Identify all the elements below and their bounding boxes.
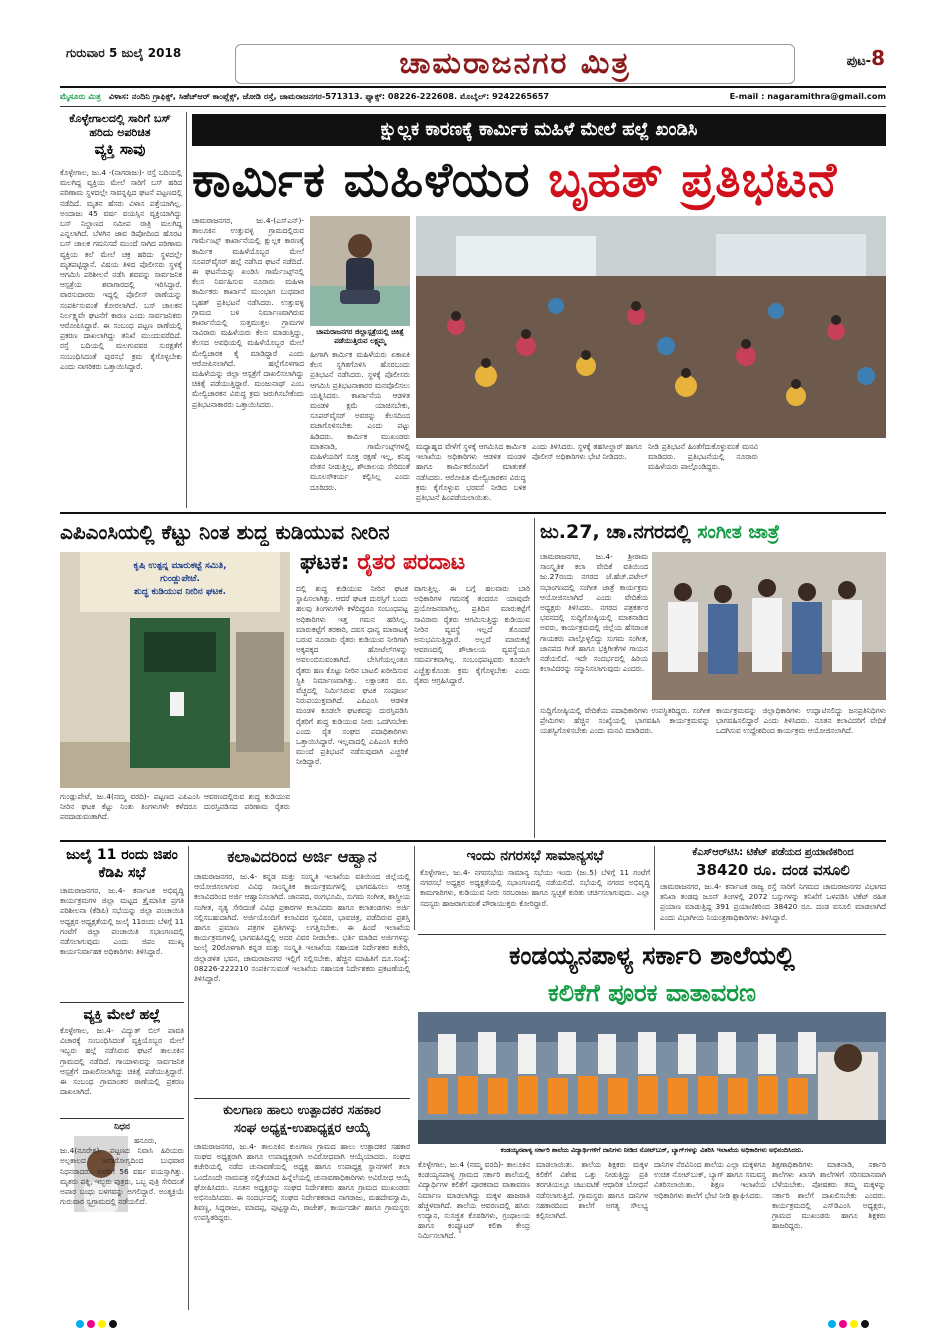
ksrtc-headline-line2: 38420 ರೂ. ದಂಡ ವಸೂಲಿ xyxy=(696,861,850,879)
mid-divider-1 xyxy=(534,518,535,838)
lower-mid-divider xyxy=(414,846,415,930)
milk-body: ಚಾಮರಾಜನಗರ, ಜು.4- ತಾಲೂಕಿನ ಕುಲಗಾಣ ಗ್ರಾಮದ ಹಾಲು ಉತ್ಪಾದಕರ ಸಹಕಾರ ಸಂಘದ ಅಧ್ಯಕ್ಷರಾಗಿ ಹಾಗೂ ಉಪಾಧ್ಯಕ್ಷರಾಗಿ ಅವಿರೋಧವಾಗಿ ಆಯ್ಕೆಯಾದರು. ಸಂಘದ ಕಚೇರಿಯಲ್ಲಿ ನಡೆದ ಚುನಾವಣೆಯಲ್ಲಿ ಅಧ್ಯಕ್ಷ ಹಾಗೂ ಉಪಾಧ್ಯಕ್ಷ ಸ್ಥಾನಗಳಿಗೆ ತಲಾ ಒಂದೊಂದೇ ನಾಮಪತ್ರ ಸಲ್ಲಿಕೆಯಾದ ಹಿನ್ನೆಲೆಯಲ್ಲಿ ಚುನಾವಣಾಧಿಕಾರಿಗಳು ಅವಿರೋಧ ಆಯ್ಕೆ ಘೋಷಿಸಿದರು. ನೂತನ ಅಧ್ಯಕ್ಷರನ್ನು ಸಂಘದ ನಿರ್ದೇಶಕರು ಹಾಗೂ ಗ್ರಾಮದ ಮುಖಂಡರು ಅಭಿನಂದಿಸಿದರು. ಈ ಸಂದರ್ಭದಲ್ಲಿ ಸಂಘದ ನಿರ್ದೇಶಕರಾದ ನಾಗರಾಜು, ಮಹದೇವಸ್ವಾಮಿ, ಶಿವಣ್ಣ, ಸಿದ್ದರಾಜು, ಮಾದಪ್ಪ, ಪುಟ್ಟಸ್ವಾಮಿ, ರಾಜೇಶ್, ಕಾರ್ಯದರ್ಶಿ ಹಾಗೂ ಗ್ರಾಮಸ್ಥರು ಉಪಸ್ಥಿತರಿದ್ದರು. xyxy=(194,1142,410,1223)
lead-story-col3: ಮಧ್ಯಾಹ್ನದ ವೇಳೆಗೆ ಸ್ಥಳಕ್ಕೆ ಆಗಮಿಸಿದ ಕಾರ್ಮಿಕ ಇಲಾಖೆಯ ಅಧಿಕಾರಿಗಳು ಆಡಳಿತ ಮಂಡಳಿ ಹಾಗೂ ಕಾರ್ಮಿಕರೊಂದಿಗೆ ಮಾತುಕತೆ ನಡೆಸಿದರು. ಆರೋಪಿತ ಮೇಲ್ವಿಚಾರಕನ ವಿರುದ್ಧ ಕ್ರಮ ಕೈಗೊಳ್ಳುವ ಭರವಸೆ ನೀಡಿದ ಬಳಿಕ ಪ್ರತಿಭಟನೆ ಹಿಂಪಡೆಯಲಾಯಿತು. xyxy=(416,442,526,503)
music-event-photo xyxy=(652,552,886,700)
zp-meeting-body: ಚಾಮರಾಜನಗರ, ಜು.4- ಕರ್ನಾಟಕ ಅಭಿವೃದ್ಧಿ ಕಾರ್ಯಕ್ರಮಗಳ ಜಿಲ್ಲಾ ಮಟ್ಟದ ತ್ರೈಮಾಸಿಕ ಪ್ರಗತಿ ಪರಿಶೀಲನಾ (ಕೆಡಿಪಿ) ಸಭೆಯನ್ನು ಜಿಲ್ಲಾ ಪಂಚಾಯಿತಿ ಅಧ್ಯಕ್ಷರ ಅಧ್ಯಕ್ಷತೆಯಲ್ಲಿ ಜುಲೈ 11ರಂದು ಬೆಳಿಗ್ಗೆ 11 ಗಂಟೆಗೆ ಜಿಲ್ಲಾ ಪಂಚಾಯಿತಿ ಸಭಾಂಗಣದಲ್ಲಿ ನಡೆಸಲಾಗುವುದು ಎಂದು ಜಿಪಂ ಮುಖ್ಯ ಕಾರ್ಯನಿರ್ವಾಹಕ ಅಧಿಕಾರಿಗಳು ತಿಳಿಸಿದ್ದಾರೆ. xyxy=(60,886,184,957)
section-rule-2 xyxy=(60,840,886,842)
left-headline xyxy=(60,112,180,159)
cyan-dot-icon xyxy=(76,1320,84,1328)
magenta-dot-icon xyxy=(839,1320,847,1328)
water-unit-sign xyxy=(82,560,278,599)
artists-headline: ಕಲಾವಿದರಿಂದ ಅರ್ಜಿ ಆಹ್ವಾನ xyxy=(227,847,377,866)
left-rule-b xyxy=(60,1118,184,1119)
page-label: ಪುಟ- xyxy=(846,54,872,69)
left-rule-a xyxy=(60,1002,184,1003)
milk-headline xyxy=(194,1102,410,1138)
registration-marks-left xyxy=(76,1320,117,1328)
water-body-col2: ವಾಗುತ್ತಿಲ್ಲ. ಈ ಬಗ್ಗೆ ಹಲವಾರು ಬಾರಿ ಅಧಿಕಾರಿಗಳ ಗಮನಕ್ಕೆ ತಂದರೂ ಯಾವುದೇ ಪ್ರಯೋಜನವಾಗಿಲ್ಲ. ಪ್ರತಿದಿನ ಮಾರುಕಟ್ಟೆಗೆ ಸಾವಿರಾರು ರೈತರು ಆಗಮಿಸುತ್ತಿದ್ದು ಕುಡಿಯುವ ನೀರಿನ ವ್ಯವಸ್ಥೆ ಇಲ್ಲದೆ ತೊಂದರೆ ಅನುಭವಿಸುತ್ತಿದ್ದಾರೆ. ಅಲ್ಲದೆ ಮಾರುಕಟ್ಟೆ ಆವರಣದಲ್ಲಿ ಶೌಚಾಲಯ ವ್ಯವಸ್ಥೆಯೂ ಸಮರ್ಪಕವಾಗಿಲ್ಲ. ಸಂಬಂಧಪಟ್ಟವರು ಕೂಡಲೇ ಎಚ್ಚೆತ್ತುಕೊಂಡು ಕ್ರಮ ಕೈಗೊಳ್ಳಬೇಕು ಎಂದು ರೈತರು ಆಗ್ರಹಿಸಿದ್ದಾರೆ. xyxy=(414,584,530,685)
lead-headline-red: ಬೃಹತ್ ಪ್ರತಿಭಟನೆ xyxy=(548,152,838,208)
school-body-col3: ದಾನಿಗಳ ನೆರವಿನಿಂದ ಶಾಲೆಯ ಎಲ್ಲಾ ಮಕ್ಕಳಿಗೂ ಉಚಿತ ನೋಟ್‌ಬುಕ್, ಬ್ಯಾಗ್ ಹಾಗೂ ಸಮವಸ್ತ್ರ ವಿತರಿಸಲಾಯಿತು. ಶಿಕ್ಷಣ ಇಲಾಖೆಯ ಅಧಿಕಾರಿಗಳು ಶಾಲೆಗೆ ಭೇಟಿ ನೀಡಿ ಶ್ಲಾಘಿಸಿದರು. xyxy=(654,1160,766,1200)
water-unit-photo xyxy=(60,552,290,788)
yellow-dot-icon xyxy=(850,1320,858,1328)
infobar-brand: ಮೈಸೂರು ಮಿತ್ರ xyxy=(60,91,101,101)
music-headline-black: ಜು.27, ಚಾ.ನಗರದಲ್ಲಿ xyxy=(540,521,691,543)
left-story-body: ಕೊಳ್ಳೇಗಾಲ, ಜು.4 -(ನಾಗರಾಜು)- ರಸ್ತೆ ಬದಿಯಲ್ಲಿ ಮಲಗಿದ್ದ ವ್ಯಕ್ತಿಯ ಮೇಲೆ ಸಾರಿಗೆ ಬಸ್ ಹರಿದ ಪರಿಣಾಮ ಸ್ಥಳದಲ್ಲೇ ಸಾವನ್ನಪ್ಪಿದ ಘಟನೆ ಪಟ್ಟಣದಲ್ಲಿ ನಡೆದಿದೆ. ಮೃತನ ಹೆಸರು ವಿಳಾಸ ಪತ್ತೆಯಾಗಿಲ್ಲ. ಅಂದಾಜು 45 ವರ್ಷ ವಯಸ್ಸಿನ ವ್ಯಕ್ತಿಯಾಗಿದ್ದು ಬಸ್ ನಿಲ್ದಾಣದ ಸಮೀಪ ರಾತ್ರಿ ಮಲಗಿದ್ದ ಎನ್ನಲಾಗಿದೆ. ಬೆಳಗಿನ ಜಾವ ಡಿಪೋದಿಂದ ಹೊರಟ ಬಸ್ ಚಾಲಕ ಗಮನಿಸದೆ ಮುಂದೆ ಸಾಗಿದ ಪರಿಣಾಮ ವ್ಯಕ್ತಿಯ ತಲೆ ಮೇಲೆ ಚಕ್ರ ಹರಿದು ಸ್ಥಳದಲ್ಲೇ ಮೃತಪಟ್ಟಿದ್ದಾನೆ. ವಿಷಯ ತಿಳಿದ ಪೊಲೀಸರು ಸ್ಥಳಕ್ಕೆ ಆಗಮಿಸಿ ಪರಿಶೀಲನೆ ನಡೆಸಿ ಶವವನ್ನು ಸಾರ್ವಜನಿಕ ಆಸ್ಪತ್ರೆಯ ಶವಾಗಾರದಲ್ಲಿ ಇರಿಸಿದ್ದಾರೆ. ವಾರಸುದಾರರು ಇದ್ದಲ್ಲಿ ಪೊಲೀಸ್ ಠಾಣೆಯನ್ನು ಸಂಪರ್ಕಿಸುವಂತೆ ಕೋರಲಾಗಿದೆ. ಬಸ್ ಚಾಲಕನ ನಿರ್ಲಕ್ಷ್ಯವೇ ಘಟನೆಗೆ ಕಾರಣ ಎಂದು ಸಾರ್ವಜನಿಕರು ಆರೋಪಿಸಿದ್ದಾರೆ. ಈ ಸಂಬಂಧ ಪಟ್ಟಣ ಠಾಣೆಯಲ್ಲಿ ಪ್ರಕರಣ ದಾಖಲಾಗಿದ್ದು ತನಿಖೆ ಮುಂದುವರೆದಿದೆ. ರಸ್ತೆ ಬದಿಯಲ್ಲಿ ಮಲಗುವವರ ಸುರಕ್ಷತೆಗೆ ಸಂಬಂಧಿಸಿದಂತೆ ಪುರಸಭೆ ಕ್ರಮ ಕೈಗೊಳ್ಳಬೇಕು ಎಂದು ನಾಗರಿಕರು ಒತ್ತಾಯಿಸಿದ್ದಾರೆ. xyxy=(60,168,182,371)
water-headline-red: ರೈತರ ಪರದಾಟ xyxy=(357,550,466,575)
music-event-illustration xyxy=(652,552,886,700)
infobar-rule xyxy=(60,106,886,107)
music-body-col2: ಸುದ್ದಿಗೋಷ್ಠಿಯಲ್ಲಿ ವೇದಿಕೆಯ ಪದಾಧಿಕಾರಿಗಳು ಉಪಸ್ಥಿತರಿದ್ದರು. ಸಂಗೀತ ಪ್ರೇಮಿಗಳು ಹೆಚ್ಚಿನ ಸಂಖ್ಯೆಯಲ್ಲಿ ಭಾಗವಹಿಸಿ ಕಾರ್ಯಕ್ರಮವನ್ನು ಯಶಸ್ವಿಗೊಳಿಸಬೇಕು ಎಂದು ಮನವಿ ಮಾಡಿದರು. xyxy=(540,706,710,736)
water-caption: ಗುಂಡ್ಲುಪೇಟೆ, ಜು.4(ನಮ್ಮ ವರದಿ)- ಪಟ್ಟಣದ ಎಪಿಎಂಸಿ ಆವರಣದಲ್ಲಿರುವ ಶುದ್ಧ ಕುಡಿಯುವ ನೀರಿನ ಘಟಕ ಕೆಟ್ಟು ನಿಂತು ತಿಂಗಳುಗಳೇ ಕಳೆದರೂ ದುರಸ್ತಿಪಡಿಸದ ಪರಿಣಾಮ ರೈತರು ಪರದಾಡುವಂತಾಗಿದೆ. xyxy=(60,792,290,822)
left-headline-line1: ಕೊಳ್ಳೇಗಾಲದಲ್ಲಿ ಸಾರಿಗೆ ಬಸ್ ಹರಿದು ಅಪರಿಚಿತ xyxy=(69,112,171,139)
water-body-col1: ದಲ್ಲಿ ಶುದ್ಧ ಕುಡಿಯುವ ನೀರಿನ ಘಟಕ ಸ್ಥಾಪಿಸಲಾಗಿತ್ತು. ಆದರೆ ಘಟಕ ದುರಸ್ತಿಗೆ ಬಂದು ಹಲವು ತಿಂಗಳುಗಳೇ ಕಳೆದಿದ್ದರೂ ಸಂಬಂಧಪಟ್ಟ ಅಧಿಕಾರಿಗಳು ಇತ್ತ ಗಮನ ಹರಿಸಿಲ್ಲ. ಮಾರುಕಟ್ಟೆಗೆ ತರಕಾರಿ, ದವಸ ಧಾನ್ಯ ಮಾರಾಟಕ್ಕೆ ಬರುವ ನೂರಾರು ರೈತರು ಕುಡಿಯುವ ನೀರಿಗಾಗಿ ಅಕ್ಕಪಕ್ಕದ ಹೋಟೆಲ್‌ಗಳನ್ನು ಅವಲಂಬಿಸುವಂತಾಗಿದೆ. ಬೇಸಿಗೆಯಲ್ಲಂತೂ ರೈತರು ಹಣ ಕೊಟ್ಟು ನೀರಿನ ಬಾಟಲಿ ಖರೀದಿಸುವ ಸ್ಥಿತಿ ನಿರ್ಮಾಣವಾಗಿತ್ತು. ಲಕ್ಷಾಂತರ ರೂ. ವೆಚ್ಚದಲ್ಲಿ ನಿರ್ಮಿಸಿರುವ ಘಟಕ ಸಂಪೂರ್ಣ ನಿರುಪಯುಕ್ತವಾಗಿದೆ. ಎಪಿಎಂಸಿ ಆಡಳಿತ ಮಂಡಳಿ ಕೂಡಲೇ ಘಟಕವನ್ನು ದುರಸ್ತಿಪಡಿಸಿ ರೈತರಿಗೆ ಶುದ್ಧ ಕುಡಿಯುವ ನೀರು ಒದಗಿಸಬೇಕು ಎಂದು ರೈತ ಸಂಘದ ಪದಾಧಿಕಾರಿಗಳು ಒತ್ತಾಯಿಸಿದ್ದಾರೆ. ಇಲ್ಲವಾದಲ್ಲಿ ಎಪಿಎಂಸಿ ಕಚೇರಿ ಮುಂದೆ ಪ್ರತಿಭಟನೆ ನಡೆಸುವುದಾಗಿ ಎಚ್ಚರಿಕೆ ನೀಡಿದ್ದಾರೆ. xyxy=(296,584,408,767)
registration-marks-right xyxy=(828,1320,869,1328)
school-body-col2: ಮಾಡಲಾಯಿತು. ಶಾಲೆಯ ಶಿಕ್ಷಕರು ಮಕ್ಕಳ ಕಲಿಕೆಗೆ ವಿಶೇಷ ಒತ್ತು ನೀಡುತ್ತಿದ್ದು ಪ್ರತಿ ತರಗತಿಯಲ್ಲೂ ಚಟುವಟಿಕೆ ಆಧಾರಿತ ಬೋಧನೆ ನಡೆಸಲಾಗುತ್ತಿದೆ. ಗ್ರಾಮಸ್ಥರು ಹಾಗೂ ದಾನಿಗಳ ಸಹಕಾರದಿಂದ ಶಾಲೆಗೆ ಅಗತ್ಯ ಸೌಲಭ್ಯ ಕಲ್ಪಿಸಲಾಗಿದೆ. xyxy=(536,1160,648,1221)
yellow-dot-icon xyxy=(98,1320,106,1328)
music-body-col3: ಕಾರ್ಯಕ್ರಮವನ್ನು ಜಿಲ್ಲಾಧಿಕಾರಿಗಳು ಉದ್ಘಾಟಿಸಲಿದ್ದು ಜನಪ್ರತಿನಿಧಿಗಳು ಭಾಗವಹಿಸಲಿದ್ದಾರೆ ಎಂದು ತಿಳಿಸಿದರು. ನೂತನ ಕಲಾವಿದರಿಗೆ ವೇದಿಕೆ ಒದಗಿಸುವ ಉದ್ದೇಶದಿಂದ ಕಾರ್ಯಕ್ರಮ ಆಯೋಜಿಸಲಾಗಿದೆ. xyxy=(716,706,886,736)
infobar-address: ವಿಳಾಸ: ನಂದಿನಿ ಗ್ರಾಫಿಕ್ಸ್, ಸಿಹೆಚ್‌ಆರ್ ಕಾಂಪ್ಲೆಕ್ಸ್, ಜೋಡಿ ರಸ್ತೆ, ಚಾಮರಾಜನಗರ-571313. ಫ್ಯಾಕ್ಸ್: 08226-222608. ಮೊಬೈಲ್: 9242265657 xyxy=(108,91,550,101)
obituary-heading: ನಿಧನ xyxy=(114,1122,130,1132)
ksrtc-headline-line1: ಕೆಎಸ್‌ಆರ್‌ಟಿಸಿ: ಟಿಕೆಟ್ ಪಡೆಯದ ಪ್ರಯಾಣಿಕರಿಂದ xyxy=(692,847,854,858)
lead-story-col6 xyxy=(764,442,886,506)
black-dot-icon xyxy=(861,1320,869,1328)
lead-subheadline: ಕ್ಷುಲ್ಲಕ ಕಾರಣಕ್ಕೆ ಕಾರ್ಮಿಕ ಮಹಿಳೆ ಮೇಲೆ ಹಲ್ಲೆ ಖಂಡಿಸಿ xyxy=(192,114,886,146)
school-headline-line1: ಕಂಡಯ್ಯನಪಾಳ್ಯ ಸರ್ಕಾರಿ ಶಾಲೆಯಲ್ಲಿ xyxy=(509,941,795,970)
artists-body: ಚಾಮರಾಜನಗರ, ಜು.4- ಕನ್ನಡ ಮತ್ತು ಸಂಸ್ಕೃತಿ ಇಲಾಖೆಯ ವತಿಯಿಂದ ಜಿಲ್ಲೆಯಲ್ಲಿ ಆಯೋಜಿಸಲಾಗುವ ವಿವಿಧ ಸಾಂಸ್ಕೃತಿಕ ಕಾರ್ಯಕ್ರಮಗಳಲ್ಲಿ ಭಾಗವಹಿಸಲು ಆಸಕ್ತ ಕಲಾವಿದರಿಂದ ಅರ್ಜಿ ಆಹ್ವಾನಿಸಲಾಗಿದೆ. ಜಾನಪದ, ರಂಗಭೂಮಿ, ಸುಗಮ ಸಂಗೀತ, ಶಾಸ್ತ್ರೀಯ ಸಂಗೀತ, ನೃತ್ಯ ಸೇರಿದಂತೆ ವಿವಿಧ ಪ್ರಕಾರಗಳ ಕಲಾವಿದರು ಹಾಗೂ ಕಲಾತಂಡಗಳು ಅರ್ಜಿ ಸಲ್ಲಿಸಬಹುದಾಗಿದೆ. ಅರ್ಜಿಯೊಂದಿಗೆ ಕಲಾವಿದರ ಸ್ವವಿವರ, ಭಾವಚಿತ್ರ, ಪಡೆದಿರುವ ಪ್ರಶಸ್ತಿ ಹಾಗೂ ಪ್ರಮಾಣ ಪತ್ರಗಳ ಪ್ರತಿಗಳನ್ನು ಲಗತ್ತಿಸಬೇಕು. ಈ ಹಿಂದೆ ಇಲಾಖೆಯ ಕಾರ್ಯಕ್ರಮಗಳಲ್ಲಿ ಭಾಗವಹಿಸಿದ್ದಲ್ಲಿ ಅದರ ವಿವರ ನೀಡಬೇಕು. ಭರ್ತಿ ಮಾಡಿದ ಅರ್ಜಿಗಳನ್ನು ಜುಲೈ 20ರೊಳಗಾಗಿ ಕನ್ನಡ ಮತ್ತು ಸಂಸ್ಕೃತಿ ಇಲಾಖೆಯ ಸಹಾಯಕ ನಿರ್ದೇಶಕರ ಕಚೇರಿ, ಜಿಲ್ಲಾಡಳಿತ ಭವನ, ಚಾಮರಾಜನಗರ ಇಲ್ಲಿಗೆ ಸಲ್ಲಿಸಬೇಕು. ಹೆಚ್ಚಿನ ಮಾಹಿತಿಗೆ ದೂ.ಸಂಖ್ಯೆ: 08226-222210 ಸಂಪರ್ಕಿಸುವಂತೆ ಇಲಾಖೆಯ ಸಹಾಯಕ ನಿರ್ದೇಶಕರು ಪ್ರಕಟಣೆಯಲ್ಲಿ ತಿಳಿಸಿದ್ದಾರೆ. xyxy=(194,872,410,984)
school-body-col4: ಶಿಕ್ಷಣಾಧಿಕಾರಿಗಳು ಮಾತನಾಡಿ, ಸರ್ಕಾರಿ ಶಾಲೆಗಳು ಖಾಸಗಿ ಶಾಲೆಗಳಿಗೆ ಸರಿಸಮಾನವಾಗಿ ಬೆಳೆಯಬೇಕು. ಪೋಷಕರು ತಮ್ಮ ಮಕ್ಕಳನ್ನು ಸರ್ಕಾರಿ ಶಾಲೆಗೆ ದಾಖಲಿಸಬೇಕು ಎಂದರು. ಕಾರ್ಯಕ್ರಮದಲ್ಲಿ ಎಸ್‌ಡಿಎಂಸಿ ಅಧ್ಯಕ್ಷರು, ಗ್ರಾಮದ ಮುಖಂಡರು ಹಾಗೂ ಶಿಕ್ಷಕರು ಹಾಜರಿದ್ದರು. xyxy=(772,1160,886,1231)
school-photo xyxy=(418,1012,886,1144)
lead-story-col4: ಎಂದು ತಿಳಿಸಿದರು. ಸ್ಥಳಕ್ಕೆ ತಹಸೀಲ್ದಾರ್ ಹಾಗೂ ಪೊಲೀಸ್ ಅಧಿಕಾರಿಗಳು ಭೇಟಿ ನೀಡಿದರು. xyxy=(532,442,642,462)
issue-date: ಗುರುವಾರ 5 ಜುಲೈ 2018 xyxy=(66,46,182,60)
black-dot-icon xyxy=(109,1320,117,1328)
contact-bar xyxy=(60,91,886,103)
school-headline-line2: ಕಲಿಕೆಗೆ ಪೂರಕ ವಾತಾವರಣ xyxy=(547,979,757,1007)
assault-headline: ವ್ಯಕ್ತಿ ಮೇಲೆ ಹಲ್ಲೆ xyxy=(83,1007,161,1023)
school-photo-illustration xyxy=(418,1012,886,1144)
lower-left-divider xyxy=(188,846,189,1310)
patient-photo-caption: ಚಾಮರಾಜನಗರ ಜಿಲ್ಲಾಸ್ಪತ್ರೆಯಲ್ಲಿ ಚಿಕಿತ್ಸೆ ಪಡೆಯುತ್ತಿರುವ ಲಕ್ಷ್ಮಮ್ಮ xyxy=(316,328,404,345)
page-number xyxy=(815,46,885,70)
patient-photo xyxy=(310,216,410,326)
school-photo-caption: ಕಂಡಯ್ಯನಪಾಳ್ಯ ಸರ್ಕಾರಿ ಶಾಲೆಯ ವಿದ್ಯಾರ್ಥಿಗಳಿಗೆ ದಾನಿಗಳು ನೀಡಿದ ನೋಟ್‌ಬುಕ್, ಬ್ಯಾಗ್‌ಗಳನ್ನು ವಿತರಿಸಿ ಇಲಾಖೆಯ ಅಧಿಕಾರಿಗಳು ಅಭಿನಂದಿಸಿದರು. xyxy=(500,1146,804,1154)
masthead-rule xyxy=(60,86,886,88)
mid-rule-milk xyxy=(194,1098,410,1099)
milk-headline-line1: ಕುಲಗಾಣ ಹಾಲು ಉತ್ಪಾದಕರ ಸಹಕಾರ xyxy=(223,1103,381,1118)
water-headline-line1: ಎಪಿಎಂಸಿಯಲ್ಲಿ ಕೆಟ್ಟು ನಿಂತ ಶುದ್ಧ ಕುಡಿಯುವ ನೀರಿನ xyxy=(60,520,390,544)
magenta-dot-icon xyxy=(87,1320,95,1328)
masthead-title: ಚಾಮರಾಜನಗರ ಮಿತ್ರ xyxy=(399,46,631,81)
sign-line-2: ಗುಂಡ್ಲುಪೇಟೆ. xyxy=(160,574,200,584)
school-top-rule xyxy=(418,934,886,935)
masthead-title-box xyxy=(235,44,795,84)
patient-photo-illustration xyxy=(310,216,410,326)
left-headline-line2: ವ್ಯಕ್ತಿ ಸಾವು xyxy=(94,140,146,158)
milk-headline-line2: ಸಂಘ ಅಧ್ಯಕ್ಷ-ಉಪಾಧ್ಯಕ್ಷರ ಆಯ್ಕೆ xyxy=(233,1121,370,1136)
council-headline: ಇಂದು ನಗರಸಭೆ ಸಾಮಾನ್ಯಸಭೆ xyxy=(466,848,604,864)
protest-photo-illustration xyxy=(416,216,886,438)
sign-line-1: ಕೃಷಿ ಉತ್ಪನ್ನ ಮಾರುಕಟ್ಟೆ ಸಮಿತಿ, xyxy=(133,561,227,571)
sign-line-3: ಶುದ್ಧ ಕುಡಿಯುವ ನೀರಿನ ಘಟಕ. xyxy=(133,587,227,597)
cyan-dot-icon xyxy=(828,1320,836,1328)
lead-story-col1: ಚಾಮರಾಜನಗರ, ಜು.4-(ಎಸ್‌ಎನ್)- ತಾಲೂಕಿನ ಉತ್ತುವಳ್ಳಿ ಗ್ರಾಮದಲ್ಲಿರುವ ಗಾರ್ಮೆಂಟ್ಸ್ ಕಾರ್ಖಾನೆಯಲ್ಲಿ ಕ್ಷುಲ್ಲಕ ಕಾರಣಕ್ಕೆ ಕಾರ್ಮಿಕ ಮಹಿಳೆಯೊಬ್ಬರ ಮೇಲೆ ಸೂಪರ್‌ವೈಸರ್ ಹಲ್ಲೆ ನಡೆಸಿದ ಘಟನೆ ನಡೆದಿದೆ. ಈ ಘಟನೆಯನ್ನು ಖಂಡಿಸಿ ಗಾರ್ಮೆಂಟ್ಸ್‌ನಲ್ಲಿ ಕೆಲಸ ನಿರ್ವಹಿಸುವ ನೂರಾರು ಮಹಿಳಾ ಕಾರ್ಮಿಕರು ಕಾರ್ಖಾನೆ ಮುಂಭಾಗ ಬುಧವಾರ ಬೃಹತ್ ಪ್ರತಿಭಟನೆ ನಡೆಸಿದರು. ಉತ್ತುವಳ್ಳಿ ಗ್ರಾಮದ ಬಳಿ ನಿರ್ಮಾಣವಾಗಿರುವ ಕಾರ್ಖಾನೆಯಲ್ಲಿ ಸುತ್ತಮುತ್ತಲ ಗ್ರಾಮಗಳ ಸಾವಿರಾರು ಮಹಿಳೆಯರು ಕೆಲಸ ಮಾಡುತ್ತಿದ್ದು, ಕೆಲಸದ ಅವಧಿಯಲ್ಲಿ ಮಹಿಳೆಯೊಬ್ಬರ ಮೇಲೆ ಮೇಲ್ವಿಚಾರಕ ಕೈ ಮಾಡಿದ್ದಾರೆ ಎಂದು ಆರೋಪಿಸಲಾಗಿದೆ. ಹಲ್ಲೆಗೊಳಗಾದ ಮಹಿಳೆಯನ್ನು ಜಿಲ್ಲಾ ಆಸ್ಪತ್ರೆಗೆ ದಾಖಲಿಸಲಾಗಿದ್ದು ಚಿಕಿತ್ಸೆ ಪಡೆಯುತ್ತಿದ್ದಾರೆ. ಮಂಜುನಾಥ್ ಎಂಬ ಮೇಲ್ವಿಚಾರಕನ ವಿರುದ್ಧ ಕ್ರಮ ಜರುಗಿಸಬೇಕೆಂದು ಪ್ರತಿಭಟನಾಕಾರರು ಒತ್ತಾಯಿಸಿದರು. xyxy=(192,216,304,409)
lead-headline xyxy=(192,148,886,212)
music-headline-green: ಸಂಗೀತ ಜಾತ್ರೆ xyxy=(697,521,780,543)
obituary-body: ಹನೂರು, ಜು.4(ನೂರೇಶ)- ಪಟ್ಟಣದ ನಿವಾಸಿ ಹಿರಿಯರು ಅಲ್ಪಕಾಲದ ಅನಾರೋಗ್ಯದಿಂದ ಬುಧವಾರ ನಿಧನರಾದರು. ಅವರಿಗೆ 56 ವರ್ಷ ವಯಸ್ಸಾಗಿತ್ತು. ಮೃತರು ಪತ್ನಿ, ಇಬ್ಬರು ಪುತ್ರರು, ಒಬ್ಬ ಪುತ್ರಿ ಸೇರಿದಂತೆ ಅಪಾರ ಬಂಧು ಬಳಗವನ್ನು ಅಗಲಿದ್ದಾರೆ. ಅಂತ್ಯಕ್ರಿಯೆ ಗುರುವಾರ ಸ್ವಗ್ರಾಮದಲ್ಲಿ ನಡೆಯಲಿದೆ. xyxy=(60,1136,184,1207)
infobar-email: E-mail : nagaramithra@gmail.com xyxy=(729,91,886,101)
ksrtc-body: ಚಾಮರಾಜನಗರ, ಜು.4- ಕರ್ನಾಟಕ ರಾಜ್ಯ ರಸ್ತೆ ಸಾರಿಗೆ ನಿಗಮದ ಚಾಮರಾಜನಗರ ವಿಭಾಗದ ತನಿಖಾ ತಂಡವು ಜೂನ್ ತಿಂಗಳಲ್ಲಿ 2072 ಬಸ್ಸುಗಳನ್ನು ತನಿಖೆಗೆ ಒಳಪಡಿಸಿ ಟಿಕೆಟ್ ರಹಿತ ಪ್ರಯಾಣ ಮಾಡುತ್ತಿದ್ದ 391 ಪ್ರಯಾಣಿಕರಿಂದ 38420 ರೂ. ದಂಡ ವಸೂಲಿ ಮಾಡಲಾಗಿದೆ ಎಂದು ವಿಭಾಗೀಯ ನಿಯಂತ್ರಣಾಧಿಕಾರಿಗಳು ತಿಳಿಸಿದ್ದಾರೆ. xyxy=(660,882,886,922)
water-headline-line2 xyxy=(300,548,530,578)
music-headline xyxy=(540,518,886,546)
music-body-col1: ಚಾಮರಾಜನಗರ, ಜು.4- ಶ್ರೀರಾಮ ಸಾಂಸ್ಕೃತಿಕ ಕಲಾ ವೇದಿಕೆ ವತಿಯಿಂದ ಜು.27ರಂದು ನಗರದ ಜೆ.ಹೆಚ್.ಪಟೇಲ್ ಸಭಾಂಗಣದಲ್ಲಿ ಸಂಗೀತ ಜಾತ್ರೆ ಕಾರ್ಯಕ್ರಮ ಆಯೋಜಿಸಲಾಗಿದೆ ಎಂದು ವೇದಿಕೆಯ ಅಧ್ಯಕ್ಷರು ತಿಳಿಸಿದರು. ನಗರದ ಪತ್ರಕರ್ತರ ಭವನದಲ್ಲಿ ಸುದ್ದಿಗೋಷ್ಠಿಯಲ್ಲಿ ಮಾತನಾಡಿದ ಅವರು, ಕಾರ್ಯಕ್ರಮದಲ್ಲಿ ಜಿಲ್ಲೆಯ ಹೆಸರಾಂತ ಗಾಯಕರು ಪಾಲ್ಗೊಳ್ಳಲಿದ್ದು ಸುಗಮ ಸಂಗೀತ, ಜಾನಪದ ಗೀತೆ ಹಾಗೂ ಭಕ್ತಿಗೀತೆಗಳ ಗಾಯನ ನಡೆಯಲಿದೆ. ಇದೇ ಸಂದರ್ಭದಲ್ಲಿ ಹಿರಿಯ ಕಲಾವಿದರನ್ನು ಸನ್ಮಾನಿಸಲಾಗುವುದು ಎಂದರು. xyxy=(540,552,648,674)
section-rule-1 xyxy=(60,512,886,514)
ksrtc-headline xyxy=(660,846,886,880)
council-body: ಕೊಳ್ಳೇಗಾಲ, ಜು.4- ನಗರಸಭೆಯ ಸಾಮಾನ್ಯ ಸಭೆಯು ಇಂದು (ಜು.5) ಬೆಳಿಗ್ಗೆ 11 ಗಂಟೆಗೆ ನಗರಸಭೆ ಅಧ್ಯಕ್ಷರ ಅಧ್ಯಕ್ಷತೆಯಲ್ಲಿ ಸಭಾಂಗಣದಲ್ಲಿ ನಡೆಯಲಿದೆ. ಸಭೆಯಲ್ಲಿ ನಗರದ ಅಭಿವೃದ್ಧಿ ಕಾಮಗಾರಿಗಳು, ಕುಡಿಯುವ ನೀರು ಸರಬರಾಜು ಹಾಗೂ ಸ್ವಚ್ಛತೆ ಕುರಿತು ಚರ್ಚಿಸಲಾಗುವುದು. ಎಲ್ಲಾ ಸದಸ್ಯರು ಹಾಜರಾಗುವಂತೆ ಪೌರಾಯುಕ್ತರು ಕೋರಿದ್ದಾರೆ. xyxy=(420,868,650,908)
lead-headline-black: ಕಾರ್ಮಿಕ ಮಹಿಳೆಯರ xyxy=(192,152,531,208)
protest-photo xyxy=(416,216,886,438)
water-headline-black: ಘಟಕ: xyxy=(300,550,350,575)
page-number-value: 8 xyxy=(871,46,885,70)
lead-story-col2: ಹೀಗಾಗಿ ಕಾರ್ಮಿಕ ಮಹಿಳೆಯರು ಏಕಾಏಕಿ ಕೆಲಸ ಸ್ಥಗಿತಗೊಳಿಸಿ ಹೊರಬಂದು ಪ್ರತಿಭಟನೆ ನಡೆಸಿದರು. ಸ್ಥಳಕ್ಕೆ ಪೊಲೀಸರು ಆಗಮಿಸಿ ಪ್ರತಿಭಟನಾಕಾರರ ಮನವೊಲಿಸಲು ಯತ್ನಿಸಿದರು. ಕಾರ್ಖಾನೆಯ ಆಡಳಿತ ಮಂಡಳಿ ಕ್ಷಮೆ ಯಾಚಿಸಬೇಕು, ಸೂಪರ್‌ವೈಸರ್ ಅವರನ್ನು ಕೆಲಸದಿಂದ ವಜಾಗೊಳಿಸಬೇಕು ಎಂದು ಪಟ್ಟು ಹಿಡಿದರು. ಕಾರ್ಮಿಕ ಮುಖಂಡರು ಮಾತನಾಡಿ, ಗಾರ್ಮೆಂಟ್ಸ್‌ಗಳಲ್ಲಿ ಮಹಿಳೆಯರಿಗೆ ಸೂಕ್ತ ರಕ್ಷಣೆ ಇಲ್ಲ, ಕನಿಷ್ಠ ವೇತನ ನೀಡುತ್ತಿಲ್ಲ, ಶೌಚಾಲಯ ಸೇರಿದಂತೆ ಮೂಲಸೌಕರ್ಯ ಕಲ್ಪಿಸಿಲ್ಲ ಎಂದು ದೂರಿದರು. xyxy=(310,350,410,492)
school-body-col1: ಕೊಳ್ಳೇಗಾಲ, ಜು.4 (ನಮ್ಮ ವರದಿ)- ತಾಲೂಕಿನ ಕಂಡಯ್ಯನಪಾಳ್ಯ ಗ್ರಾಮದ ಸರ್ಕಾರಿ ಶಾಲೆಯಲ್ಲಿ ವಿದ್ಯಾರ್ಥಿಗಳ ಕಲಿಕೆಗೆ ಪೂರಕವಾದ ವಾತಾವರಣ ನಿರ್ಮಾಣ ಮಾಡಲಾಗಿದ್ದು ಮಕ್ಕಳ ಹಾಜರಾತಿ ಹೆಚ್ಚಳವಾಗಿದೆ. ಶಾಲೆಯ ಆವರಣದಲ್ಲಿ ಹಸಿರು ಉದ್ಯಾನ, ಸುಸಜ್ಜಿತ ಕೊಠಡಿಗಳು, ಗ್ರಂಥಾಲಯ ಹಾಗೂ ಕಂಪ್ಯೂಟರ್ ಕಲಿಕಾ ಕೇಂದ್ರ ನಿರ್ಮಿಸಲಾಗಿದೆ. xyxy=(418,1160,530,1241)
lower-right-divider xyxy=(654,846,655,930)
lead-story-col5: ನೀಡಿ ಪ್ರತಿಭಟನೆ ಹಿಂತೆಗೆದುಕೊಳ್ಳುವಂತೆ ಮನವಿ ಮಾಡಿದರು. ಪ್ರತಿಭಟನೆಯಲ್ಲಿ ನೂರಾರು ಮಹಿಳೆಯರು ಪಾಲ್ಗೊಂಡಿದ್ದರು. xyxy=(648,442,758,472)
zp-meeting-headline: ಜುಲೈ 11 ರಂದು ಜಿಪಂ ಕೆಡಿಪಿ ಸಭೆ xyxy=(66,847,178,881)
left-column-divider xyxy=(186,112,187,508)
assault-body: ಕೊಳ್ಳೇಗಾಲ, ಜು.4- ವಿದ್ಯುತ್ ಬಿಲ್ ಪಾವತಿ ವಿಚಾರಕ್ಕೆ ಸಂಬಂಧಿಸಿದಂತೆ ವ್ಯಕ್ತಿಯೊಬ್ಬರ ಮೇಲೆ ಇಬ್ಬರು ಹಲ್ಲೆ ನಡೆಸಿರುವ ಘಟನೆ ತಾಲೂಕಿನ ಗ್ರಾಮದಲ್ಲಿ ನಡೆದಿದೆ. ಗಾಯಾಳುವನ್ನು ಸಾರ್ವಜನಿಕ ಆಸ್ಪತ್ರೆಗೆ ದಾಖಲಿಸಲಾಗಿದ್ದು ಚಿಕಿತ್ಸೆ ಪಡೆಯುತ್ತಿದ್ದಾರೆ. ಈ ಸಂಬಂಧ ಗ್ರಾಮಾಂತರ ಠಾಣೆಯಲ್ಲಿ ಪ್ರಕರಣ ದಾಖಲಾಗಿದೆ. xyxy=(60,1026,184,1097)
